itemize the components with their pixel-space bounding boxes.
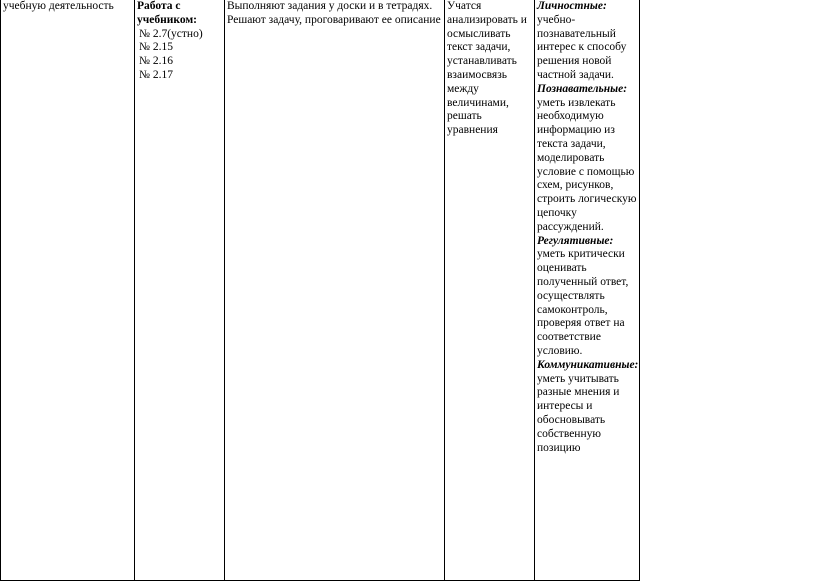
- student-activity-cell: [225, 0, 445, 581]
- task-number: № 2.17: [139, 68, 173, 81]
- table-row: [1, 0, 640, 581]
- regulatory-text: уметь критически оценивать полученный ответ, осуществлять самоконтроль, проверяя ответ на соответствие условию.: [537, 248, 629, 357]
- task-number: № 2.7(устно): [139, 27, 203, 40]
- content-heading-line-1: Работа с: [137, 0, 181, 12]
- uud-cell: [535, 0, 640, 581]
- task-number: № 2.15: [139, 41, 173, 54]
- student-activity-text: Выполняют задания у доски и в тетрадях. Решают задачу, проговаривают ее описание: [227, 0, 441, 26]
- subject-results-cell: [445, 0, 535, 581]
- stage-cell: [1, 0, 135, 581]
- task-number: № 2.16: [139, 55, 173, 68]
- communicative-text: уметь учитывать разные мнения и интересы и обосновывать собственную позицию: [537, 372, 620, 454]
- content-cell: [135, 0, 225, 581]
- personal-label: Личностные:: [537, 0, 607, 12]
- communicative-label: Коммуникативные:: [537, 358, 639, 371]
- regulatory-label: Регулятивные:: [537, 234, 614, 247]
- cognitive-label: Познавательные:: [537, 82, 628, 95]
- cognitive-text: уметь извлекать необходимую информацию из текста задачи, моделировать условие с помощью схем, рисунков, строить логическую цепочку рассуждений.: [537, 96, 637, 233]
- stage-text: учебную деятельность: [3, 0, 114, 12]
- subject-results-text: Учатся анализировать и осмысливать текст задачи, устанавливать взаимосвязь между величинами, решать уравнения: [447, 0, 527, 137]
- personal-text: учебно-познавательный интерес к способу решения новой частной задачи.: [537, 13, 627, 81]
- content-heading-line-2: учебником:: [137, 13, 198, 26]
